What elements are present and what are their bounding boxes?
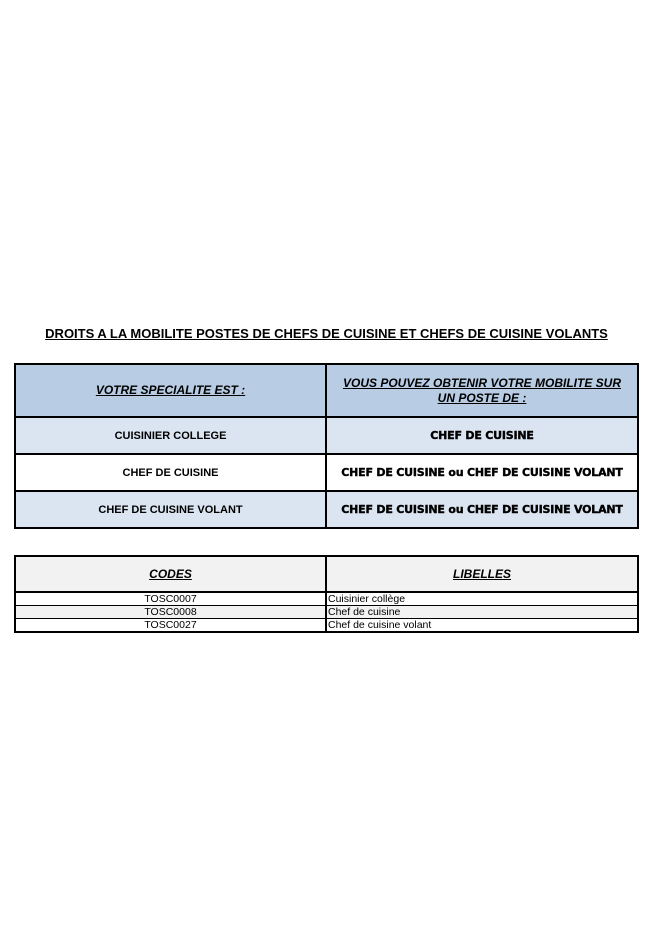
mobility-row xyxy=(15,491,638,528)
label-cell: Chef de cuisine volant xyxy=(326,619,638,633)
codes-header: CODES xyxy=(15,556,326,592)
mobility-row xyxy=(15,417,638,454)
table-row xyxy=(15,592,638,606)
specialty-cell: CUISINIER COLLEGE xyxy=(15,417,326,454)
label-cell: Chef de cuisine xyxy=(326,606,638,619)
code-cell: TOSC0027 xyxy=(15,619,326,633)
mobility-table xyxy=(14,363,639,529)
code-cell: TOSC0008 xyxy=(15,606,326,619)
mobility-header: VOUS POUVEZ OBTENIR VOTRE MOBILITE SUR UN POSTE DE : xyxy=(326,364,638,417)
labels-header: LIBELLES xyxy=(326,556,638,592)
mobility-cell: CHEF DE CUISINE ou CHEF DE CUISINE VOLANT xyxy=(326,454,638,491)
specialty-cell: CHEF DE CUISINE xyxy=(15,454,326,491)
mobility-row xyxy=(15,454,638,491)
mobility-cell: CHEF DE CUISINE xyxy=(326,417,638,454)
document-title: DROITS A LA MOBILITE POSTES DE CHEFS DE CUISINE ET CHEFS DE CUISINE VOLANTS xyxy=(45,326,608,341)
codes-header-row xyxy=(15,556,638,592)
code-cell: TOSC0007 xyxy=(15,592,326,606)
specialty-cell: CHEF DE CUISINE VOLANT xyxy=(15,491,326,528)
mobility-cell: CHEF DE CUISINE ou CHEF DE CUISINE VOLANT xyxy=(326,491,638,528)
mobility-header-row xyxy=(15,364,638,417)
table-row xyxy=(15,619,638,633)
specialty-header: VOTRE SPECIALITE EST : xyxy=(15,364,326,417)
codes-table xyxy=(14,555,639,633)
label-cell: Cuisinier collège xyxy=(326,592,638,606)
table-row xyxy=(15,606,638,619)
